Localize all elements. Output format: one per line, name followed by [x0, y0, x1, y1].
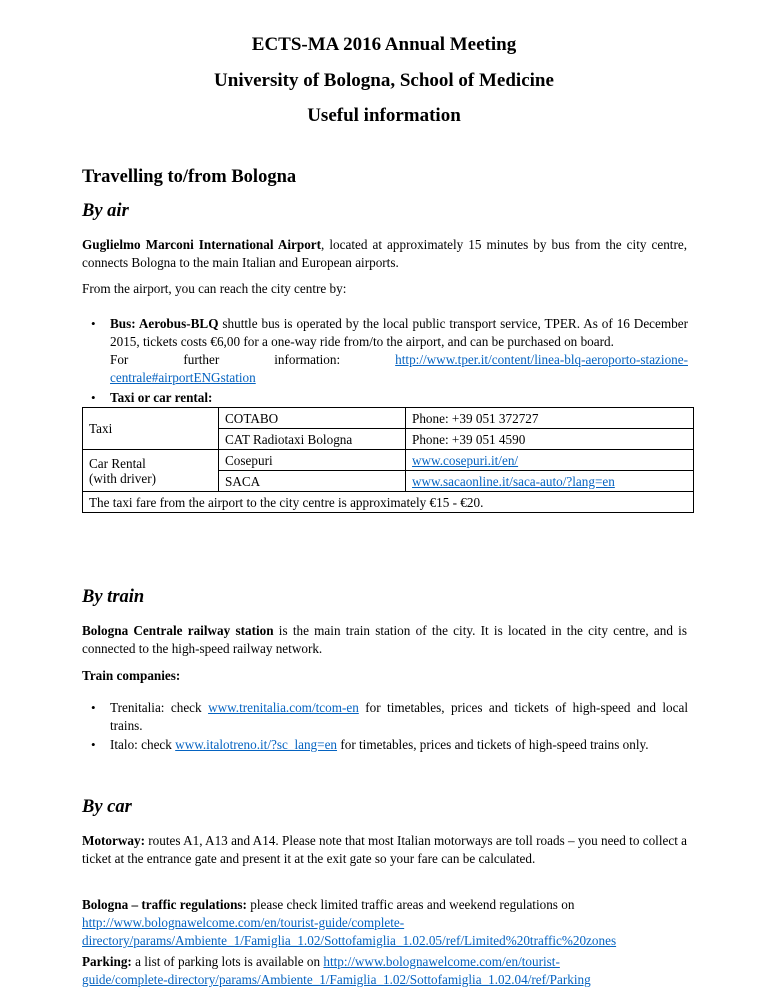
train-item-text: Trenitalia: check	[110, 700, 209, 715]
motorway-label: Motorway:	[82, 833, 145, 848]
bullet-icon: •	[91, 390, 96, 405]
bullet-icon: •	[91, 700, 96, 715]
document-section-title: Useful information	[307, 105, 461, 126]
taxi-name-cell: COTABO	[219, 408, 406, 429]
bus-text: shuttle bus is operated by the local public transport service, TPER. As of 16 December 2015, tickets costs €6,00 for a one-way ride from/to the airport, and can be purchased on board.	[110, 316, 688, 349]
saca-link[interactable]: www.sacaonline.it/saca-auto/?lang=en	[412, 473, 615, 489]
list-item	[110, 736, 688, 754]
travel-heading: Travelling to/from Bologna	[82, 167, 297, 187]
rental-label: Car Rental	[89, 455, 146, 471]
traffic-info	[82, 896, 687, 950]
parking-link[interactable]: http://www.bolognawelcome.com/en/tourist-	[323, 954, 560, 969]
taxi-rental-table	[82, 407, 694, 513]
tper-link-continued[interactable]: centrale#airportENGstation	[110, 370, 256, 385]
cosepuri-link[interactable]: www.cosepuri.it/en/	[412, 452, 519, 468]
taxi-label-cell: Taxi	[83, 408, 219, 450]
motorway-info	[82, 832, 687, 868]
table-row	[83, 492, 694, 513]
taxi-contact-cell: Phone: +39 051 4590	[406, 429, 694, 450]
parking-text: a list of parking lots is available on	[131, 954, 324, 969]
rental-label-sub: (with driver)	[89, 470, 157, 486]
fare-note-cell: The taxi fare from the airport to the city centre is approximately €15 - €20.	[83, 492, 694, 513]
table-row	[83, 408, 694, 429]
rental-name-cell: Cosepuri	[219, 450, 406, 471]
train-companies-heading	[82, 667, 687, 685]
traffic-link[interactable]: http://www.bolognawelcome.com/en/tourist-guide/complete-	[82, 915, 405, 930]
parking-info	[82, 953, 687, 989]
list-item	[110, 699, 688, 735]
train-intro	[82, 622, 687, 658]
traffic-link-continued[interactable]: directory/params/Ambiente_1/Famiglia_1.02/Sottofamiglia_1.02.05/ref/Limited%20traffic%20zones	[82, 933, 617, 948]
bus-label: Bus: Aerobus-BLQ	[110, 316, 219, 331]
rental-contact-cell[interactable]	[406, 471, 694, 492]
further-info-line	[110, 351, 688, 369]
train-intro-text: is the main train station of the city. It is located in the city centre, and is connected to the high-speed railway network.	[82, 623, 687, 656]
by-air-heading: By air	[82, 201, 129, 221]
train-companies-text: Train companies:	[82, 668, 181, 683]
taxi-name-cell: CAT Radiotaxi Bologna	[219, 429, 406, 450]
further-word: For	[110, 352, 129, 367]
train-item-text: for timetables, prices and tickets of high-speed and local trains.	[110, 700, 688, 733]
rental-name-cell: SACA	[219, 471, 406, 492]
train-item-text: Italo: check	[110, 737, 176, 752]
taxi-heading	[110, 389, 688, 407]
taxi-heading-text: Taxi or car rental:	[110, 390, 213, 405]
by-car-heading: By car	[82, 797, 132, 817]
motorway-text: routes A1, A13 and A14. Please note that most Italian motorways are toll roads – you need to collect a ticket at the entrance gate and present it at the exit gate so your fare can be calculated.	[82, 833, 688, 866]
trenitalia-link[interactable]: www.trenitalia.com/tcom-en	[208, 700, 359, 715]
parking-label: Parking:	[82, 954, 132, 969]
italo-link[interactable]: www.italotreno.it/?sc_lang=en	[175, 737, 338, 752]
station-name: Bologna Centrale railway station	[82, 623, 274, 638]
taxi-contact-cell: Phone: +39 051 372727	[406, 408, 694, 429]
document-subtitle: University of Bologna, School of Medicine	[214, 70, 554, 91]
airport-name: Guglielmo Marconi International Airport	[82, 237, 322, 252]
airport-reach-text: From the airport, you can reach the city centre by:	[82, 281, 347, 296]
bullet-icon: •	[91, 316, 96, 331]
airport-intro	[82, 236, 687, 272]
bus-info	[110, 315, 688, 387]
by-train-heading: By train	[82, 587, 145, 607]
traffic-label: Bologna – traffic regulations:	[82, 897, 247, 912]
parking-link-continued[interactable]: guide/complete-directory/params/Ambiente_1/Famiglia_1.02/Sottofamiglia_1.02.04/ref/Parking	[82, 972, 591, 987]
traffic-text: please check limited traffic areas and weekend regulations on	[246, 897, 575, 912]
rental-label-cell	[83, 450, 219, 492]
table-row	[83, 450, 694, 471]
further-word: further	[183, 352, 220, 367]
airport-intro-text: , located at approximately 15 minutes by bus from the city centre, connects Bologna to the main Italian and European airports.	[82, 237, 687, 270]
bullet-icon: •	[91, 737, 96, 752]
further-word: information:	[274, 352, 341, 367]
train-item-text: for timetables, prices and tickets of high-speed trains only.	[337, 737, 649, 752]
document-title: ECTS-MA 2016 Annual Meeting	[251, 34, 517, 55]
tper-link[interactable]: http://www.tper.it/content/linea-blq-aeroporto-stazione-	[395, 352, 688, 367]
rental-contact-cell[interactable]	[406, 450, 694, 471]
